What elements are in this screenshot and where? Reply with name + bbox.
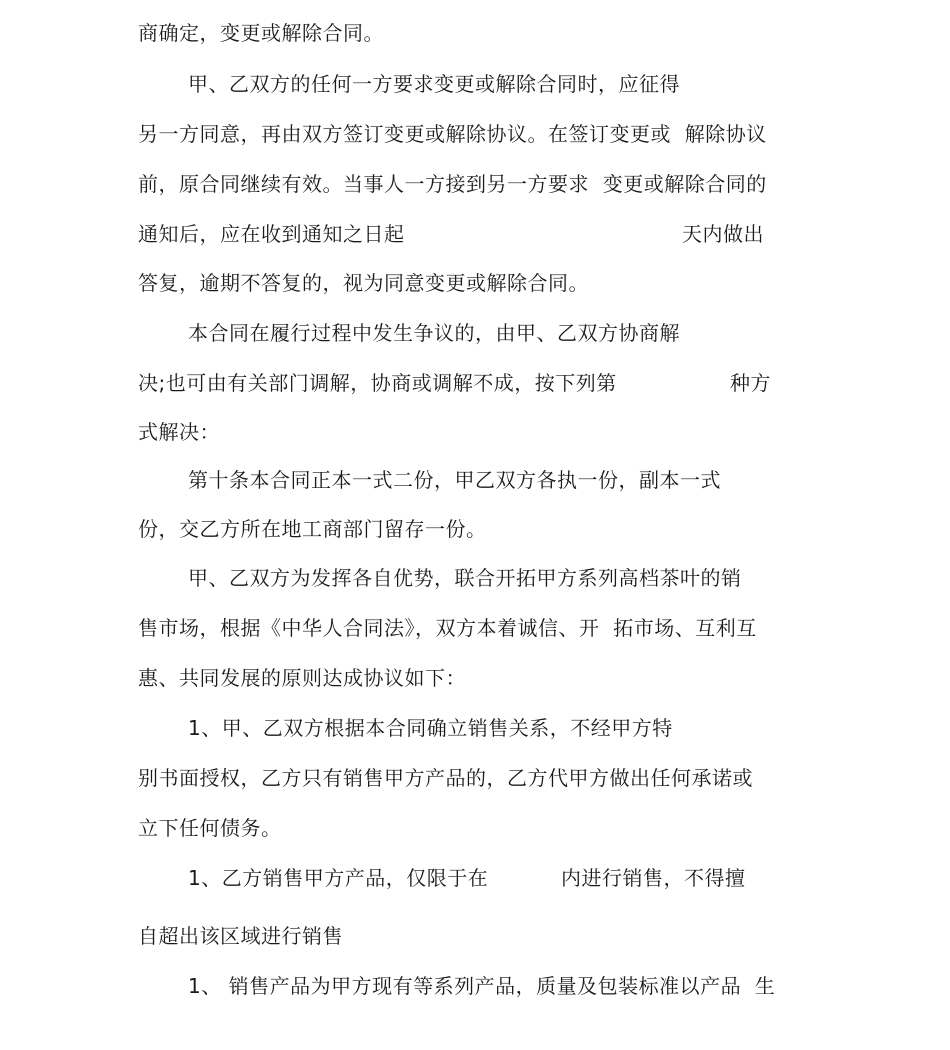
- text-line: 1、乙方销售甲方产品，仅限于在: [188, 866, 489, 890]
- text-line: 答复，逾期不答复的，视为同意变更或解除合同。: [138, 271, 589, 295]
- text-line: 另一方同意，再由双方签订变更或解除协议。在签订变更或 解除协议: [138, 122, 767, 146]
- text-line: 1、甲、乙双方根据本合同确立销售关系，不经甲方特: [188, 716, 673, 740]
- text-line: 天内做出: [682, 222, 764, 246]
- text-line: 售市场，根据《中华人合同法》，双方本着诚信、开 拓市场、互利互: [138, 616, 757, 640]
- text-line: 内进行销售，不得擅: [561, 866, 746, 890]
- text-line: 商确定，变更或解除合同。: [138, 21, 384, 45]
- text-line: 种方: [730, 371, 771, 395]
- text-line: 通知后，应在收到通知之日起: [138, 222, 405, 246]
- text-line: 自超出该区域进行销售: [138, 924, 343, 948]
- text-line: 立下任何债务。: [138, 816, 282, 840]
- text-line: 决;也可由有关部门调解，协商或调解不成，按下列第: [138, 371, 617, 395]
- text-line: 份，交乙方所在地工商部门留存一份。: [138, 517, 487, 541]
- text-line: 本合同在履行过程中发生争议的，由甲、乙双方协商解: [188, 321, 680, 345]
- text-line: 别书面授权，乙方只有销售甲方产品的，乙方代甲方做出任何承诺或: [138, 766, 753, 790]
- text-line: 第十条本合同正本一式二份，甲乙双方各执一份，副本一式: [188, 468, 721, 492]
- text-line: 甲、乙双方的任何一方要求变更或解除合同时，应征得: [188, 72, 680, 96]
- text-line: 前，原合同继续有效。当事人一方接到另一方要求 变更或解除合同的: [138, 172, 767, 196]
- text-line: 甲、乙双方为发挥各自优势，联合开拓甲方系列高档茶叶的销: [188, 566, 742, 590]
- text-line: 1、 销售产品为甲方现有等系列产品，质量及包装标准以产品 生: [188, 974, 776, 998]
- text-line: 惠、共同发展的原则达成协议如下：: [138, 666, 466, 690]
- text-line: 式解决：: [138, 420, 220, 444]
